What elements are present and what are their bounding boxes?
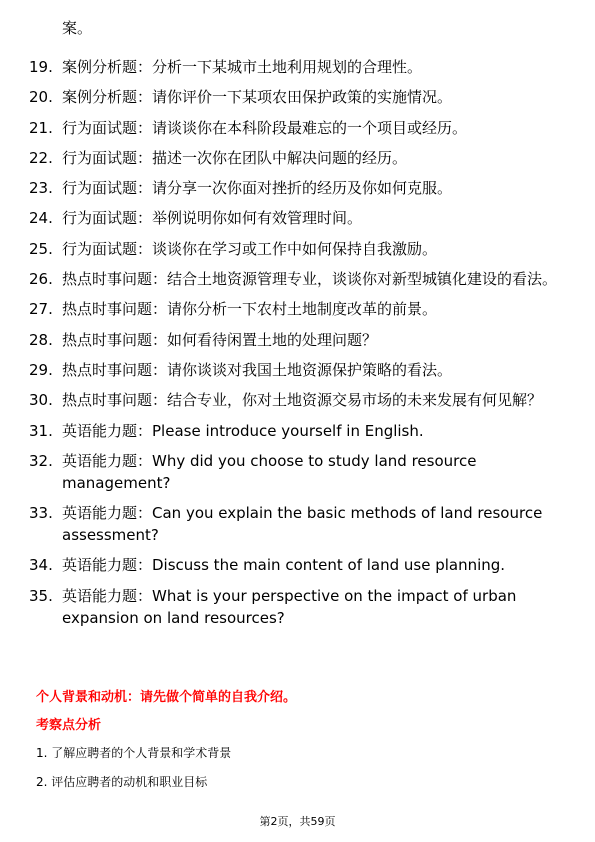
question-text: 英语能力题：Please introduce yourself in English. (62, 421, 424, 440)
question-text: 热点时事问题：请你分析一下农村土地制度改革的前景。 (62, 300, 438, 319)
question-text: 行为面试题：谈谈你在学习或工作中如何保持自我激励。 (62, 239, 438, 258)
question-item (29, 56, 559, 78)
question-item (29, 585, 559, 629)
question-text: 行为面试题：举例说明你如何有效管理时间。 (62, 209, 363, 228)
question-number: 25. (29, 239, 53, 258)
analysis-point: 1. 了解应聘者的个人背景和学术背景 (36, 746, 232, 760)
question-text: 英语能力题：Can you explain the basic methods of land resource assessment? (62, 504, 543, 545)
question-item (29, 554, 559, 576)
analysis-point: 2. 评估应聘者的动机和职业目标 (36, 775, 208, 789)
question-number: 28. (29, 330, 53, 349)
question-item (29, 177, 559, 199)
question-text: 英语能力题：Why did you choose to study land resource management? (62, 451, 477, 492)
question-text: 英语能力题：Discuss the main content of land use planning. (62, 556, 506, 575)
question-number: 23. (29, 179, 53, 198)
question-number: 34. (29, 556, 53, 575)
page-number-footer: 第2页，共59页 (259, 815, 336, 828)
question-item (29, 298, 559, 320)
question-list (29, 56, 559, 637)
question-item (29, 86, 559, 108)
question-number: 32. (29, 451, 53, 470)
analysis-subheading: 考察点分析 (36, 718, 102, 733)
continuation-text: 案。 (62, 19, 93, 37)
question-text: 案例分析题：请你评价一下某项农田保护政策的实施情况。 (62, 88, 453, 107)
section-heading: 个人背景和动机：请先做个简单的自我介绍。 (36, 690, 297, 705)
question-text: 行为面试题：请谈谈你在本科阶段最难忘的一个项目或经历。 (62, 118, 468, 137)
question-text: 热点时事问题：结合专业，你对土地资源交易市场的未来发展有何见解？ (62, 391, 543, 410)
question-item (29, 420, 559, 442)
question-number: 26. (29, 270, 53, 289)
question-text: 热点时事问题：结合土地资源管理专业，谈谈你对新型城镇化建设的看法。 (62, 270, 558, 289)
question-number: 21. (29, 118, 53, 137)
question-number: 20. (29, 88, 53, 107)
question-text: 热点时事问题：如何看待闲置土地的处理问题？ (62, 330, 378, 349)
question-number: 24. (29, 209, 53, 228)
question-text: 行为面试题：请分享一次你面对挫折的经历及你如何克服。 (62, 179, 453, 198)
question-text: 案例分析题：分析一下某城市土地利用规划的合理性。 (62, 58, 423, 76)
question-number: 35. (29, 586, 53, 605)
question-text: 热点时事问题：请你谈谈对我国土地资源保护策略的看法。 (62, 360, 453, 379)
question-number: 29. (29, 360, 53, 379)
question-text: 行为面试题：描述一次你在团队中解决问题的经历。 (62, 148, 408, 167)
question-item (29, 268, 559, 290)
question-item (29, 329, 559, 351)
question-item (29, 238, 559, 260)
analysis-points (36, 745, 231, 803)
question-item (29, 450, 559, 494)
question-text: 英语能力题：What is your perspective on the impact of urban expansion on land resources? (62, 586, 517, 627)
question-number: 22. (29, 148, 53, 167)
question-item (29, 147, 559, 169)
question-number: 33. (29, 504, 53, 523)
question-item (29, 117, 559, 139)
question-item (29, 359, 559, 381)
question-number: 30. (29, 391, 53, 410)
question-item (29, 389, 559, 411)
question-number: 31. (29, 421, 53, 440)
question-number: 19. (29, 58, 53, 76)
question-item (29, 207, 559, 229)
question-item (29, 502, 559, 546)
question-number: 27. (29, 300, 53, 319)
